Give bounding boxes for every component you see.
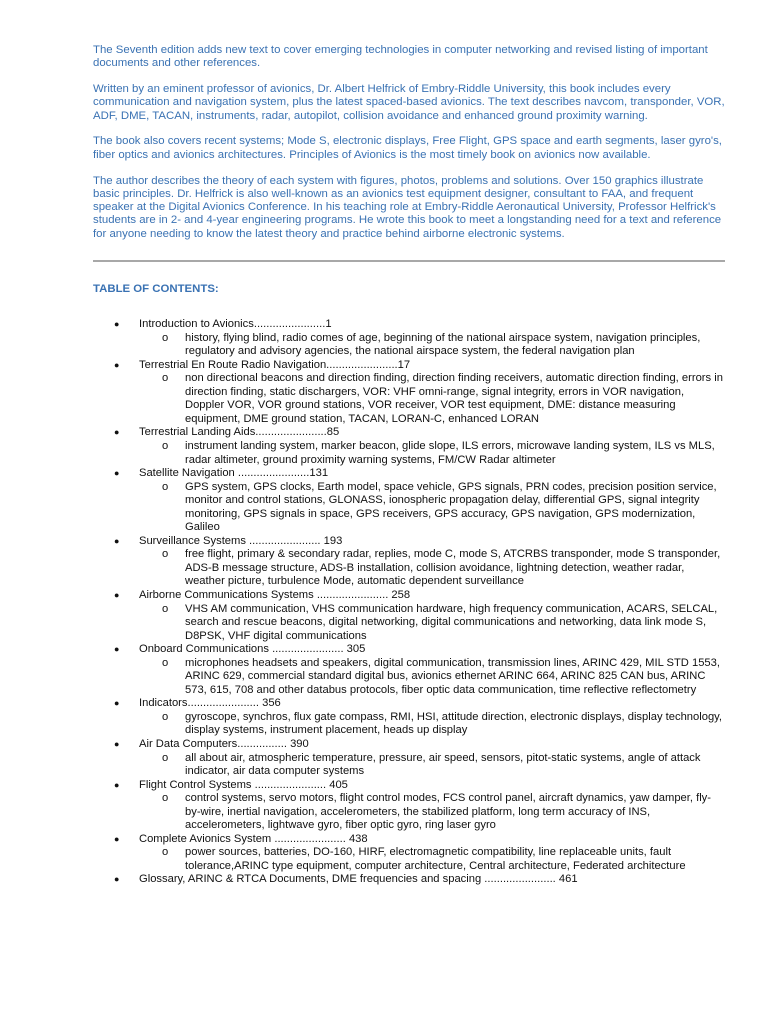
- bullet-icon: ●: [114, 644, 120, 655]
- toc-entry-topics-text: microphones headsets and speakers, digital communication, transmission lines, ARINC 429, MIL STD 1553, ARINC 629, commercial standard digital bus, avionics ethernet ARINC 664, ARINC 825 CAN bus, ARINC 573, 615, 708 and other databus protocols, fiber optic data communication, time reflective reflectometry: [185, 656, 720, 696]
- sub-bullet-icon: o: [162, 710, 169, 723]
- bullet-icon: ●: [114, 319, 120, 330]
- toc-entry-title: Satellite Navigation .......................131: [139, 467, 329, 480]
- intro-paragraph-4: The author describes the theory of each system with figures, photos, problems and solutions. Over 150 graphics illustrate basic principles. Dr. Helfrick is also well-known as an avionics test equipment designer, consultant to FAA, and frequent speaker at the Digital Avionics Conference. In his teaching role at Embry-Riddle Aeronautical University, Professor Helfrick's students are in 2- and 4-year engineering programs. He wrote this book to meet a longstanding need for a text and reference for anyone needing to know the latest theory and practice behind airborne electronic systems.: [93, 174, 722, 240]
- toc-entry-title: Introduction to Avionics.......................1: [139, 318, 332, 331]
- toc-entry-topics: [93, 548, 725, 589]
- toc-entry-topics: [93, 846, 725, 873]
- toc-entry-title: Airborne Communications Systems ....................... 258: [139, 589, 411, 601]
- toc-list: [93, 318, 725, 887]
- sub-bullet-icon: o: [162, 548, 169, 561]
- sub-bullet-icon: o: [162, 439, 169, 452]
- toc-heading: TABLE OF CONTENTS:: [93, 283, 219, 296]
- toc-entry: [93, 643, 725, 657]
- toc-entry-topics: [93, 711, 725, 738]
- toc-entry-topics-text: instrument landing system, marker beacon, glide slope, ILS errors, microwave landing system, ILS vs MLS, radar altimeter, ground proximity warning systems, FM/CW Radar altimeter: [185, 439, 715, 466]
- toc-entry-title: Complete Avionics System ....................... 438: [139, 832, 368, 845]
- toc-entry-topics-text: non directional beacons and direction finding, direction finding receivers, automatic direction finding, errors in direction finding, static dischargers, VOR: VHF omni-range, signal integrity, errors in VOR navigation, Doppler VOR, VOR ground stations, VOR receiver, VOR test equipment, DME: distance measuring equipment, DME ground station, TACAN, LORAN-C, enhanced LORAN: [185, 372, 723, 425]
- bullet-icon: ●: [114, 590, 120, 600]
- intro-paragraph-3: The book also covers recent systems; Mode S, electronic displays, Free Flight, GPS space and earth segments, laser gyro's, fiber optics and avionics architectures. Principles of Avionics is the most timely book on avionics now available.: [93, 135, 722, 161]
- toc-entry-topics: [93, 792, 725, 833]
- toc-entry-topics: [93, 752, 725, 779]
- toc-entry-title: Surveillance Systems ....................... 193: [139, 534, 343, 547]
- sub-bullet-icon: o: [162, 331, 169, 344]
- toc-entry-topics-text: VHS AM communication, VHS communication hardware, high frequency communication, ACARS, SELCAL, search and rescue beacons, digital networking, digital communications and networking, data link mode S, D8PSK, VHF digital communications: [185, 602, 718, 642]
- toc-entry-title: Terrestrial En Route Radio Navigation.......................17: [139, 358, 411, 371]
- toc-entry: [93, 318, 725, 332]
- toc-entry-topics-text: free flight, primary & secondary radar, replies, mode C, mode S, ATCRBS transponder, mode S transponder, ADS-B message structure, ADS-B installation, collision avoidance, lightning detection, weather radar, weather picture, turbulence Mode, automatic dependent surveillance: [185, 548, 721, 588]
- toc-entry-topics: [93, 332, 725, 359]
- intro-paragraph-1: The Seventh edition adds new text to cover emerging technologies in computer networking and revised listing of important documents and other references.: [93, 44, 708, 70]
- toc-entry-title: Air Data Computers................ 390: [139, 738, 309, 751]
- toc-entry-topics: [93, 440, 725, 467]
- toc-entry-topics: [93, 372, 725, 426]
- toc-entry-topics-text: all about air, atmospheric temperature, pressure, air speed, sensors, pitot-static systems, angle of attack indicator, air data computer systems: [185, 751, 701, 778]
- toc-entry: [93, 426, 725, 440]
- toc-entry: [93, 779, 725, 793]
- sub-bullet-icon: o: [162, 846, 169, 859]
- toc-entry-topics-text: GPS system, GPS clocks, Earth model, space vehicle, GPS signals, PRN codes, precision position service, monitor and control stations, GLONASS, ionospheric propagation delay, differential GPS, signal integrity monitoring, GPS signals in space, GPS receivers, GPS accuracy, GPS navigation, GPS modernization, Galileo: [185, 480, 717, 534]
- sub-bullet-icon: o: [162, 656, 169, 669]
- horizontal-divider: [93, 260, 725, 262]
- toc-entry-title: Flight Control Systems ....................... 405: [139, 778, 348, 791]
- bullet-icon: ●: [114, 739, 120, 750]
- toc-entry-topics: [93, 481, 725, 535]
- sub-bullet-icon: o: [162, 372, 169, 385]
- bullet-icon: ●: [114, 833, 120, 844]
- toc-entry: [93, 833, 725, 847]
- sub-bullet-icon: o: [162, 751, 169, 764]
- intro-paragraph-2: Written by an eminent professor of avionics, Dr. Albert Helfrick of Embry-Riddle University, this book includes every communication and navigation system, plus the latest spaced-based avionics. The text describes navcom, transponder, VOR, ADF, DME, TACAN, instruments, radar, autopilot, collision avoidance and enhanced ground proximity warning.: [93, 83, 725, 122]
- toc-entry-title: Onboard Communications ....................... 305: [139, 643, 366, 656]
- toc-entry-topics-text: power sources, batteries, DO-160, HIRF, electromagnetic compatibility, line replaceable units, fault tolerance,ARINC type equipment, computer architecture, Central architecture, Federated architecture: [185, 846, 686, 872]
- toc-entry: [93, 359, 725, 373]
- bullet-icon: ●: [114, 359, 120, 370]
- bullet-icon: ●: [114, 698, 120, 709]
- bullet-icon: ●: [114, 468, 120, 479]
- document-page: [93, 44, 725, 887]
- bullet-icon: ●: [114, 427, 120, 438]
- toc-entry-topics-text: control systems, servo motors, flight control modes, FCS control panel, aircraft dynamics, yaw damper, fly-by-wire, inertial navigation, accelerometers, the stabilized platform, long term accuracy of INS, accelerometers, lightwave gyro, fiber optic gyro, ring laser gyro: [185, 792, 711, 832]
- bullet-icon: ●: [114, 874, 120, 885]
- sub-bullet-icon: o: [162, 792, 169, 805]
- bullet-icon: ●: [114, 779, 120, 790]
- sub-bullet-icon: o: [162, 480, 169, 493]
- toc-entry: [93, 589, 725, 603]
- toc-entry-title: Terrestrial Landing Aids.......................85: [139, 426, 340, 439]
- toc-entry-topics: [93, 657, 725, 698]
- toc-entry-topics: [93, 603, 725, 644]
- toc-entry-topics-text: gyroscope, synchros, flux gate compass, RMI, HSI, attitude direction, electronic displays, display technology, display systems, instrument placement, heads up display: [185, 710, 723, 737]
- toc-entry: [93, 873, 725, 887]
- toc-entry-title: Glossary, ARINC & RTCA Documents, DME frequencies and spacing ....................... 461: [139, 873, 578, 886]
- toc-entry-topics-text: history, flying blind, radio comes of age, beginning of the national airspace system, navigation principles, regulatory and advisory agencies, the national airspace system, the federal navigation plan: [185, 331, 701, 358]
- toc-entry: [93, 738, 725, 752]
- sub-bullet-icon: o: [162, 602, 169, 615]
- bullet-icon: ●: [114, 535, 120, 546]
- toc-entry: [93, 467, 725, 481]
- toc-entry: [93, 697, 725, 711]
- toc-entry-title: Indicators....................... 356: [139, 697, 281, 710]
- toc-entry: [93, 535, 725, 549]
